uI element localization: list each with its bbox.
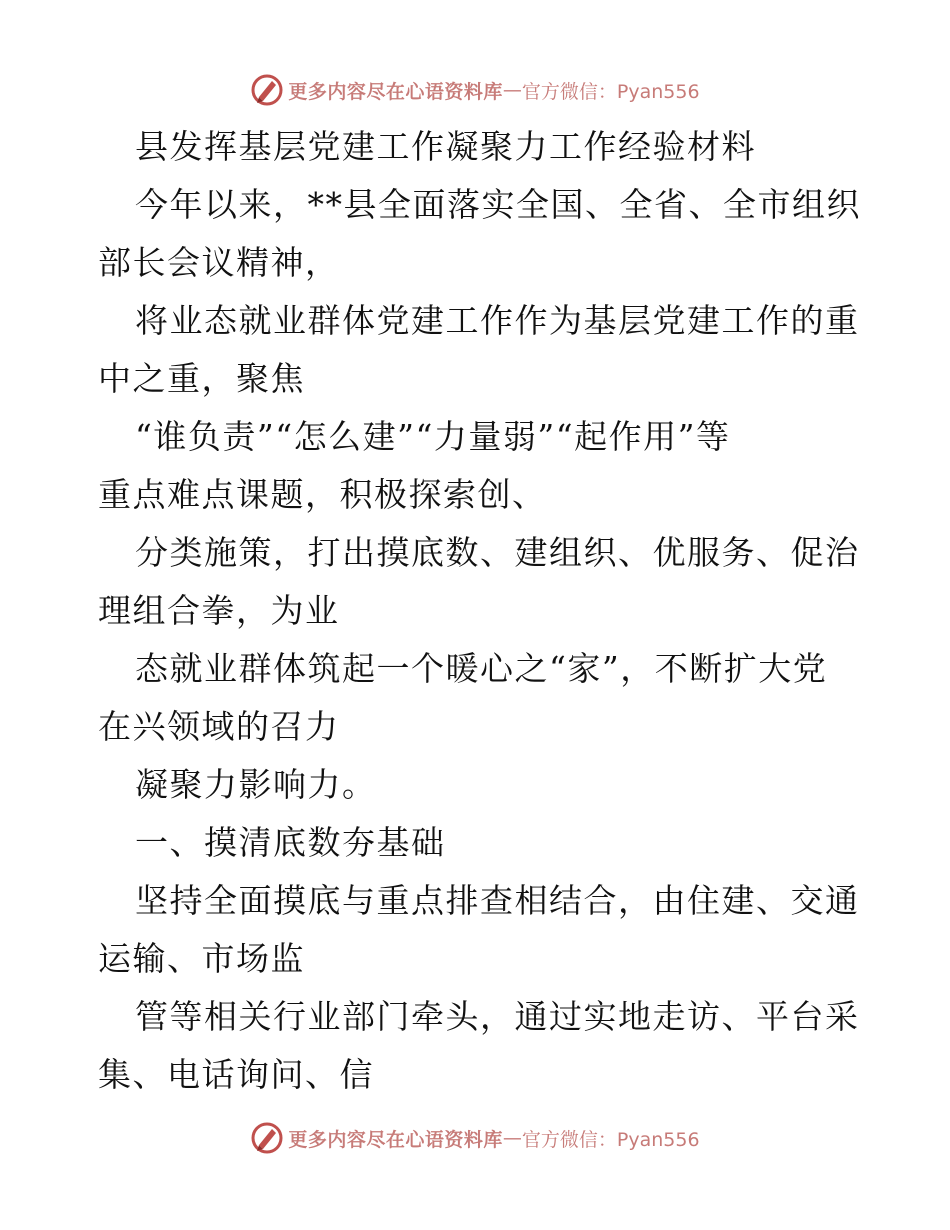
watermark-dash: — (502, 79, 522, 101)
paragraph-line: 运输、市场监 (98, 939, 305, 978)
watermark-header (0, 70, 950, 110)
document-body (98, 118, 861, 1104)
paragraph-line: 集、电话询问、信 (98, 1055, 374, 1094)
paragraph-line: “谁负责”“怎么建”“力量弱”“起作用”等 (135, 417, 731, 456)
document-title: 县发挥基层党建工作凝聚力工作经验材料 (135, 127, 756, 166)
paragraph-line: 重点难点课题，积极探索创、 (98, 475, 547, 514)
watermark-text: 更多内容尽在心语资料库 (288, 1128, 503, 1151)
section-heading: 一、摸清底数夯基础 (135, 823, 446, 862)
watermark-dash: — (502, 1127, 522, 1149)
paragraph-line: 管等相关行业部门牵头，通过实地走访、平台采 (135, 997, 860, 1036)
paragraph-line: 理组合拳，为业 (98, 591, 340, 630)
pen-logo-icon (250, 73, 284, 107)
watermark-footer (0, 1118, 950, 1158)
paragraph-line: 今年以来，**县全面落实全国、全省、全市组织 (135, 185, 861, 224)
watermark-contact: 官方微信：Pyan556 (521, 80, 700, 103)
paragraph-line: 部长会议精神， (98, 243, 340, 282)
pen-logo-icon (250, 1121, 284, 1155)
paragraph-line: 在兴领域的召力 (98, 707, 340, 746)
paragraph-line: 中之重，聚焦 (98, 359, 305, 398)
paragraph-line: 凝聚力影响力。 (135, 765, 377, 804)
paragraph-line: 将业态就业群体党建工作作为基层党建工作的重 (135, 301, 860, 340)
watermark-text: 更多内容尽在心语资料库 (288, 80, 503, 103)
paragraph-line: 分类施策，打出摸底数、建组织、优服务、促治 (135, 533, 860, 572)
paragraph-line: 态就业群体筑起一个暖心之“家”，不断扩大党 (135, 649, 828, 688)
paragraph-line: 坚持全面摸底与重点排查相结合，由住建、交通 (135, 881, 860, 920)
watermark-contact: 官方微信：Pyan556 (521, 1128, 700, 1151)
